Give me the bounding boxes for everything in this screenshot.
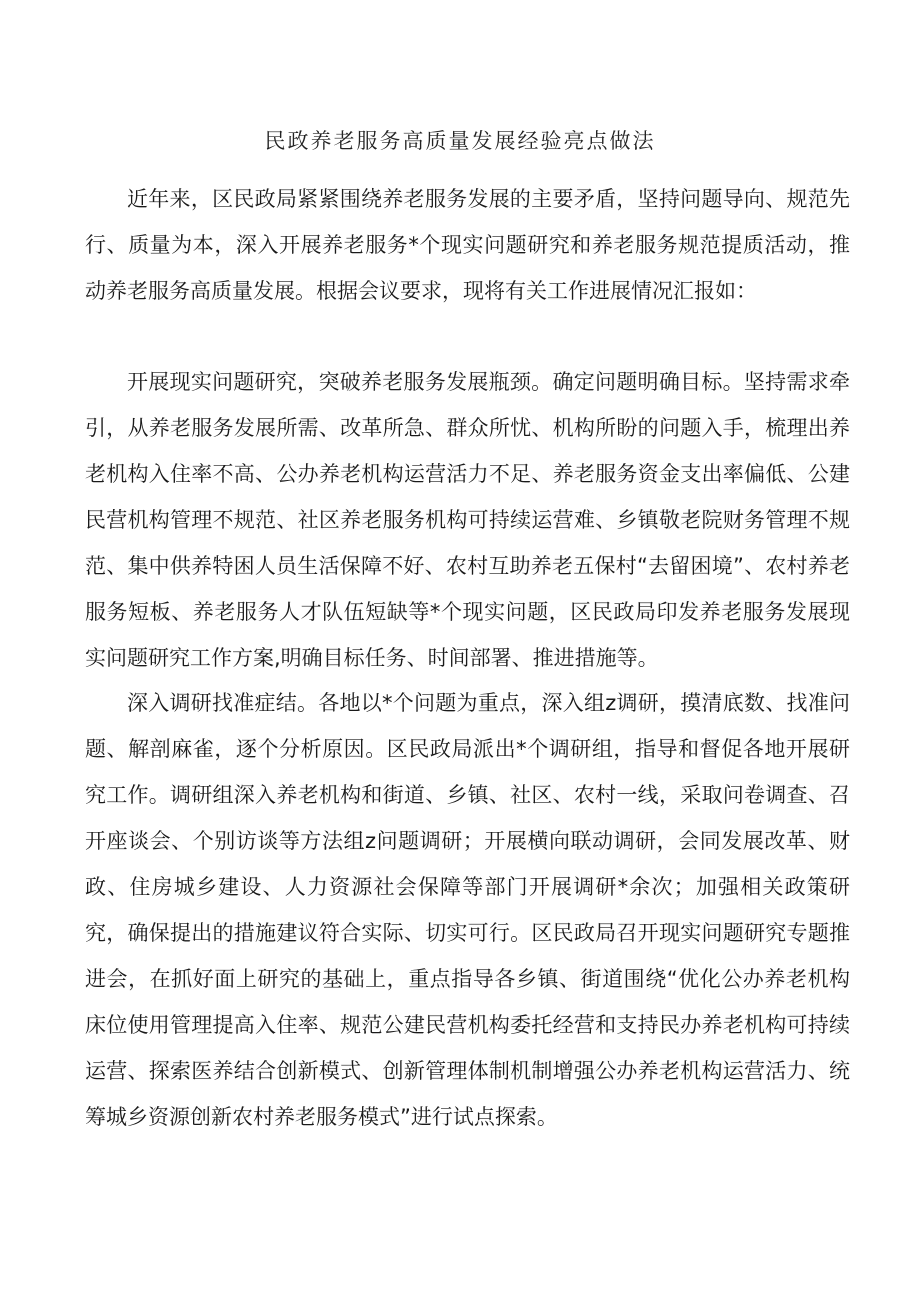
paragraph-research: 开展现实问题研究，突破养老服务发展瓶颈。确定问题明确目标。坚持需求牵引，从养老服务发展所需、改革所急、群众所忧、机构所盼的问题入手，梳理出养老机构入住率不高、公办养老机构运营活力不足、养老服务资金支出率偏低、公建民营机构管理不规范、社区养老服务机构可持续运营难、乡镇敬老院财务管理不规范、集中供养特困人员生活保障不好、农村互助养老五保村“去留困境”、农村养老服务短板、养老服务人才队伍短缺等*个现实问题，区民政局印发养老服务发展现实问题研究工作方案,明确目标任务、时间部署、推进措施等。 — [85, 370, 850, 670]
paragraph-intro: 近年来，区民政局紧紧围绕养老服务发展的主要矛盾，坚持问题导向、规范先行、质量为本，深入开展养老服务*个现实问题研究和养老服务规范提质活动，推动养老服务高质量发展。根据会议要求，现将有关工作进展情况汇报如： — [85, 187, 850, 303]
paragraph-investigation: 深入调研找准症结。各地以*个问题为重点，深入组z调研，摸清底数、找准问题、解剖麻雀，逐个分析原因。区民政局派出*个调研组，指导和督促各地开展研究工作。调研组深入养老机构和街道、乡镇、社区、农村一线，采取问卷调查、召开座谈会、个别访谈等方法组z问题调研；开展横向联动调研，会同发展改革、财政、住房城乡建设、人力资源社会保障等部门开展调研*余次；加强相关政策研究，确保提出的措施建议符合实际、切实可行。区民政局召开现实问题研究专题推进会，在抓好面上研究的基础上，重点指导各乡镇、街道围绕“优化公办养老机构床位使用管理提高入住率、规范公建民营机构委托经营和支持民办养老机构可持续运营、探索医养结合创新模式、创新管理体制机制增强公办养老机构运营活力、统筹城乡资源创新农村养老服务模式”进行试点探索。 — [85, 691, 850, 1129]
page-title: 民政养老服务高质量发展经验亮点做法 — [264, 129, 656, 153]
